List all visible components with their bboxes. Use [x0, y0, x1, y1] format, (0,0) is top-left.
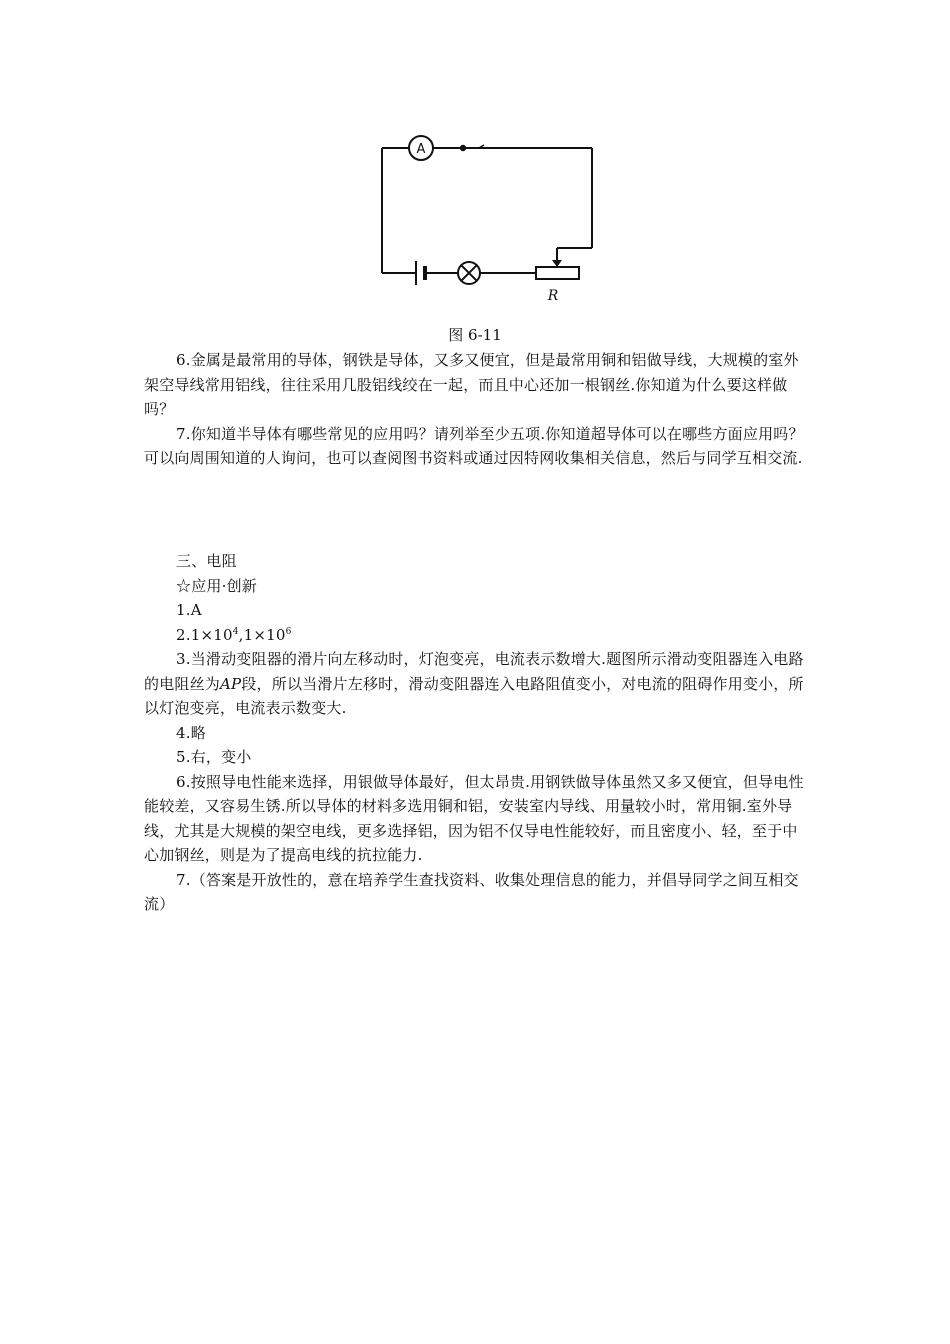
answers-block — [144, 549, 810, 917]
circuit-diagram — [370, 130, 600, 310]
question-7: 7.你知道半导体有哪些常见的应用吗？请列举至少五项.你知道超导体可以在哪些方面应用吗？可以向周围知道的人询问，也可以查阅图书资料或通过因特网收集相关信息，然后与同学互相交流. — [144, 424, 804, 467]
answer-2-exponent-2: 6 — [285, 626, 292, 637]
ammeter-label: A — [416, 142, 426, 157]
answer-3-italic: AP — [220, 674, 242, 693]
rheostat-symbol — [536, 260, 579, 304]
answer-3 — [144, 647, 810, 721]
resistor-label: R — [547, 288, 559, 304]
ammeter-symbol — [409, 136, 433, 160]
question-6: 6.金属是最常用的导体，钢铁是导体，又多又便宜，但是最常用铜和铝做导线，大规模的室外架空导线常用铝线，往往采用几股铝线绞在一起，而且中心还加一根钢丝.你知道为什么要这样做吗？ — [144, 351, 799, 418]
answer-2 — [144, 623, 810, 648]
answer-2-mid: ,1×10 — [238, 625, 286, 644]
figure-caption: 图 6-11 — [448, 326, 502, 344]
battery-symbol — [416, 261, 425, 285]
answer-3-part-1: 3.当滑动变阻器的滑片向左移动时，灯泡变亮，电流表示数增大.题图所示滑动变阻器连入电路的电阻丝为 — [144, 650, 804, 693]
answer-2-prefix: 2.1×10 — [176, 625, 233, 644]
section-title: 三、电阻 — [176, 552, 237, 570]
answer-1: 1.A — [176, 601, 202, 619]
switch-symbol — [461, 145, 484, 150]
answer-4: 4.略 — [176, 723, 206, 742]
answer-6: 6.按照导电性能来选择，用银做导体最好，但太昂贵.用钢铁做导体虽然又多又便宜，但导电性能较差，又容易生锈.所以导体的材料多选用铜和铝，安装室内导线、用量较小时，常用铜.室外导线，尤其是大规模的架空电线，更多选择铝，因为铝不仅导电性能较好，而且密度小、轻，至于中心加钢丝，则是为了提高电线的抗拉能力. — [144, 772, 804, 864]
questions-block — [144, 348, 810, 471]
answer-5: 5.右，变小 — [176, 748, 252, 766]
subsection-title: ☆应用·创新 — [176, 576, 257, 595]
answer-2-exponent-1: 4 — [232, 626, 239, 637]
lamp-symbol — [458, 262, 480, 284]
answer-7: 7.（答案是开放性的，意在培养学生查找资料、收集处理信息的能力，并倡导同学之间互相交流） — [144, 870, 799, 913]
answer-3-part-2: 段，所以当滑片左移时，滑动变阻器连入电路阻值变小，对电流的阻碍作用变小，所以灯泡变亮，电流表示数变大. — [144, 674, 804, 717]
